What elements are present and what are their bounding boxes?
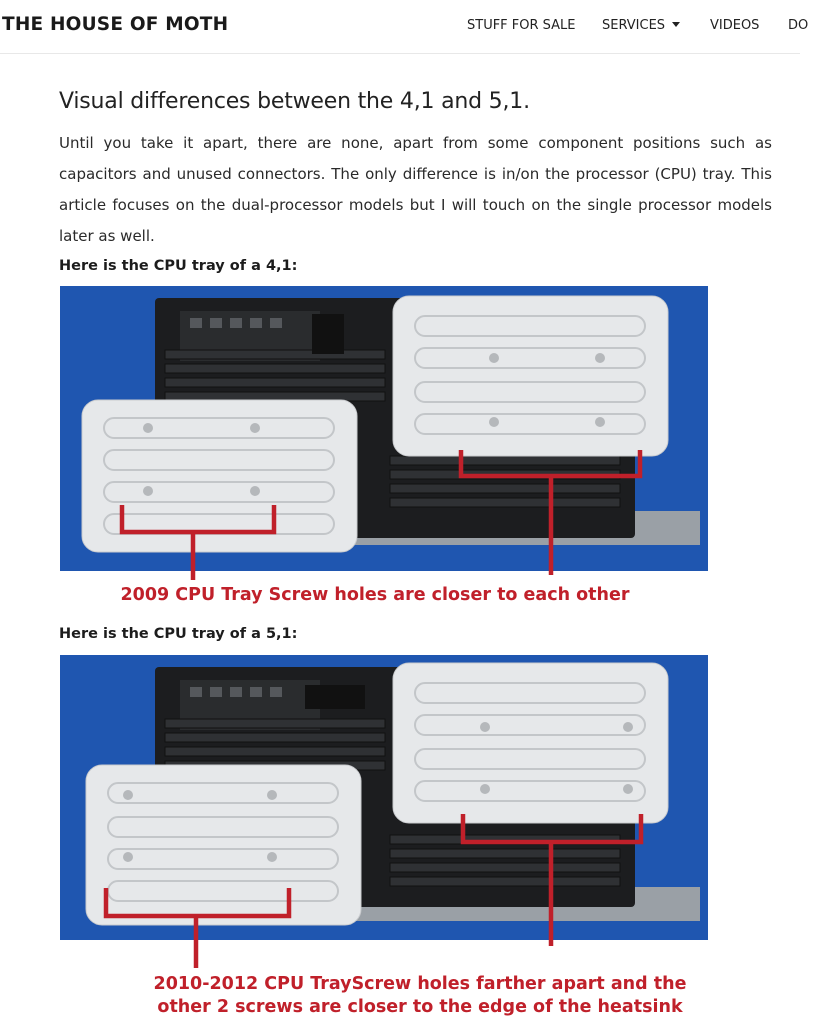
chevron-down-icon: [672, 22, 680, 27]
photo-cpu-tray-4-1: [60, 286, 708, 571]
nav-item-services[interactable]: [602, 18, 680, 33]
page-title: Visual differences between the 4,1 and 5,1.: [59, 89, 530, 114]
nav-item-stuff-for-sale[interactable]: STUFF FOR SALE: [467, 18, 576, 33]
main-nav: [0, 18, 809, 38]
nav-item-services-label: SERVICES: [602, 18, 666, 33]
nav-item-do[interactable]: DO: [788, 18, 809, 33]
annotation-5-1-line2: other 2 screws are closer to the edge of the heatsink: [157, 997, 683, 1017]
intro-paragraph: Until you take it apart, there are none, apart from some component positions such as capacitors and unused connectors. The only difference is in/on the processor (CPU) tray. This article focuses on the dual-processor models but I will touch on the single processor models later as well.: [59, 134, 772, 245]
annotation-4-1: 2009 CPU Tray Screw holes are closer to each other: [120, 585, 630, 605]
caption-4-1: Here is the CPU tray of a 4,1:: [59, 258, 298, 274]
annotation-5-1-line1: 2010-2012 CPU TrayScrew holes farther apart and the: [153, 974, 687, 994]
nav-item-videos[interactable]: VIDEOS: [710, 18, 760, 33]
photo-cpu-tray-5-1: [60, 655, 708, 940]
site-header: [0, 0, 809, 54]
caption-5-1: Here is the CPU tray of a 5,1:: [59, 626, 298, 642]
site-logo-text[interactable]: THE HOUSE OF MOTH: [2, 14, 229, 35]
